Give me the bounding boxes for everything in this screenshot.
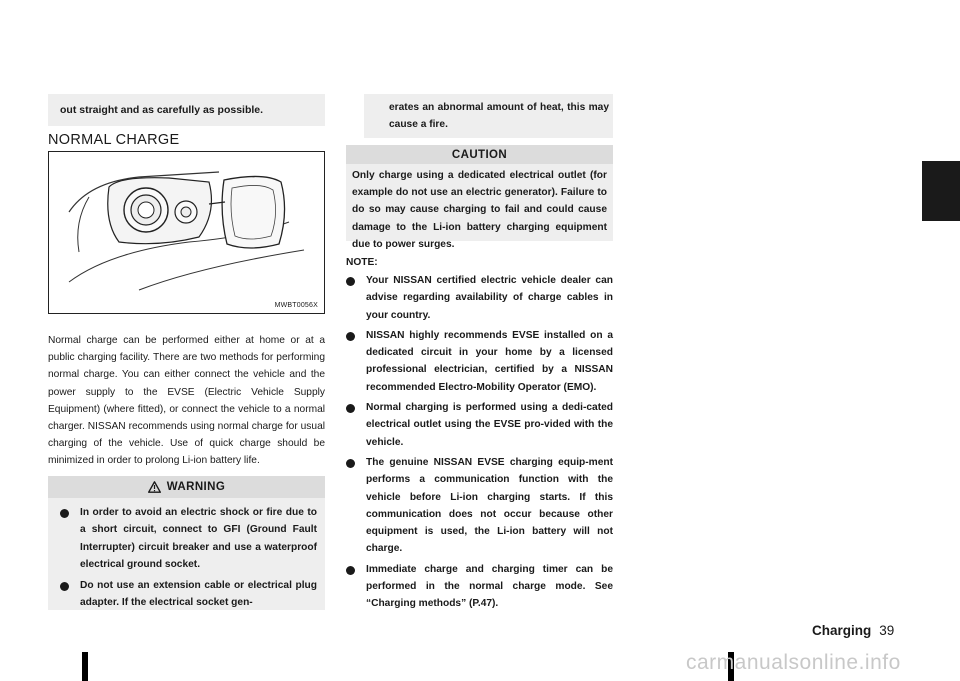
warning-item-text: Do not use an extension cable or electrical plug adapter. If the electrical socket gen- bbox=[80, 580, 317, 609]
note-title: NOTE: bbox=[346, 257, 378, 268]
crop-mark bbox=[82, 652, 88, 681]
body-paragraph: Normal charge can be performed either at home or at a public charging facility. There are two methods for performing normal charge. You can either connect the vehicle and the power supply to the EVSE (Electric Vehicle Supply Equipment) (where fitted), or connect the vehicle to a normal charger. NISSAN recommends using normal charge for usual charging of the vehicle. Use of quick charge should be minimized in order to prolong Li-ion battery life. bbox=[48, 335, 325, 467]
warning-header bbox=[48, 476, 325, 498]
warning-heading: WARNING bbox=[166, 481, 226, 493]
figure-caption: MWBT0056X bbox=[274, 302, 318, 309]
note-item-text: The genuine NISSAN EVSE charging equip-ment performs a communication function with the vehicle before Li-ion charging starts. If this communication does not occur because other equipment is used, the Li-ion battery will not charge. bbox=[366, 456, 613, 555]
note-item bbox=[340, 272, 613, 324]
warning-item-text: In order to avoid an electric shock or fire due to a short circuit, connect to GFI (Ground Fault Interrupter) circuit breaker and use a waterproof electrical ground socket. bbox=[80, 507, 317, 570]
watermark: carmanualsonline.info bbox=[686, 651, 901, 674]
note-item-text: Normal charging is performed using a dedi-cated electrical outlet using the EVSE pro-vided with the vehicle. bbox=[366, 402, 613, 448]
continued-warning-box: erates an abnormal amount of heat, this may cause a fire. bbox=[364, 94, 613, 138]
charge-port-figure bbox=[48, 151, 325, 314]
warning-list bbox=[48, 498, 325, 612]
note-item bbox=[340, 327, 613, 396]
footer-section: Charging bbox=[812, 623, 872, 638]
continued-text-box: out straight and as carefully as possible. bbox=[48, 94, 325, 126]
note-list-container bbox=[340, 272, 613, 616]
note-list bbox=[340, 272, 613, 613]
bullet-icon bbox=[346, 566, 355, 575]
caution-text: Only charge using a dedicated electrical outlet (for example do not use an electric generator). Failure to do so may cause charging to fail and could cause damage to the Li-ion battery charging equipment due to power surges. bbox=[352, 170, 607, 250]
bullet-icon bbox=[346, 277, 355, 286]
chapter-thumb-tab bbox=[922, 161, 960, 221]
warning-item bbox=[54, 577, 317, 612]
note-item bbox=[340, 454, 613, 558]
bullet-icon bbox=[346, 459, 355, 468]
warning-box bbox=[48, 476, 325, 610]
note-item bbox=[340, 561, 613, 613]
charge-port-illustration bbox=[49, 152, 324, 297]
caution-box bbox=[346, 145, 613, 250]
caution-header: CAUTION bbox=[346, 145, 613, 164]
bullet-icon bbox=[60, 509, 69, 518]
warning-triangle-icon bbox=[148, 481, 161, 493]
page-number: 39 bbox=[879, 623, 895, 638]
page-footer bbox=[812, 623, 894, 638]
note-item-text: NISSAN highly recommends EVSE installed on a dedicated circuit in your home by a licensed professional electrician, certified by a NISSAN recommended Electro-Mobility Operator (EMO). bbox=[366, 329, 613, 393]
bullet-icon bbox=[346, 404, 355, 413]
bullet-icon bbox=[346, 332, 355, 341]
note-item-text: Your NISSAN certified electric vehicle dealer can advise regarding availability of charge cables in your country. bbox=[366, 275, 613, 321]
bullet-icon bbox=[60, 582, 69, 591]
note-item bbox=[340, 399, 613, 451]
section-title: NORMAL CHARGE bbox=[48, 132, 180, 148]
note-item-text: Immediate charge and charging timer can be performed in the normal charge mode. See “Charging methods” (P.47). bbox=[366, 563, 613, 610]
warning-item bbox=[54, 504, 317, 573]
